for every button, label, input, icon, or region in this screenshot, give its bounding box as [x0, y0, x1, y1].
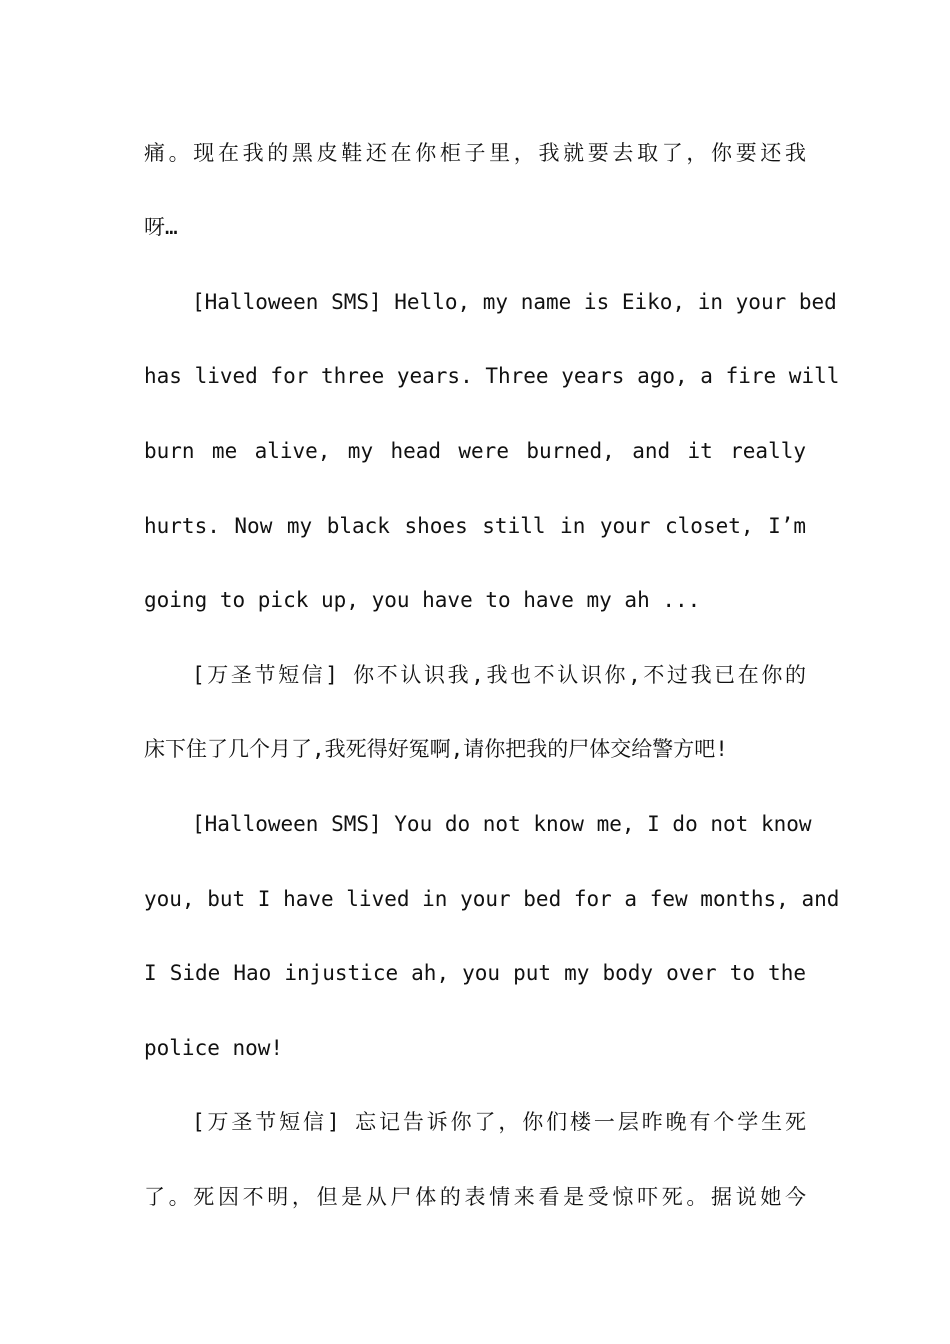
text-line: going to pick up, you have to have my ah ...: [144, 588, 701, 612]
text-line: hurts. Now my black shoes still in your closet, I’m: [144, 514, 806, 538]
text-line: burn me alive, my head were burned, and it really: [144, 439, 806, 463]
text-line: you, but I have lived in your bed for a few months, and: [144, 887, 840, 911]
text-line: 呀…: [144, 215, 178, 239]
text-line: 了。死因不明，但是从尸体的表情来看是受惊吓死。据说她今: [144, 1185, 806, 1209]
paragraph-first-line: [万圣节短信] 你不认识我,我也不认识你,不过我已在你的: [192, 663, 806, 687]
paragraph-first-line: [Halloween SMS] You do not know me, I do not know: [192, 812, 812, 836]
text-line: police now!: [144, 1036, 284, 1060]
text-line: 床下住了几个月了,我死得好冤啊,请你把我的尸体交给警方吧!: [144, 737, 728, 761]
paragraph-first-line: [Halloween SMS] Hello, my name is Eiko, in your bed: [192, 290, 837, 314]
text-line: I Side Hao injustice ah, you put my body over to the: [144, 961, 806, 985]
text-line: has lived for three years. Three years ago, a fire will: [144, 364, 840, 388]
text-line: 痛。现在我的黑皮鞋还在你柜子里，我就要去取了，你要还我: [144, 141, 806, 165]
paragraph-first-line: [万圣节短信] 忘记告诉你了，你们楼一层昨晚有个学生死: [192, 1110, 806, 1134]
